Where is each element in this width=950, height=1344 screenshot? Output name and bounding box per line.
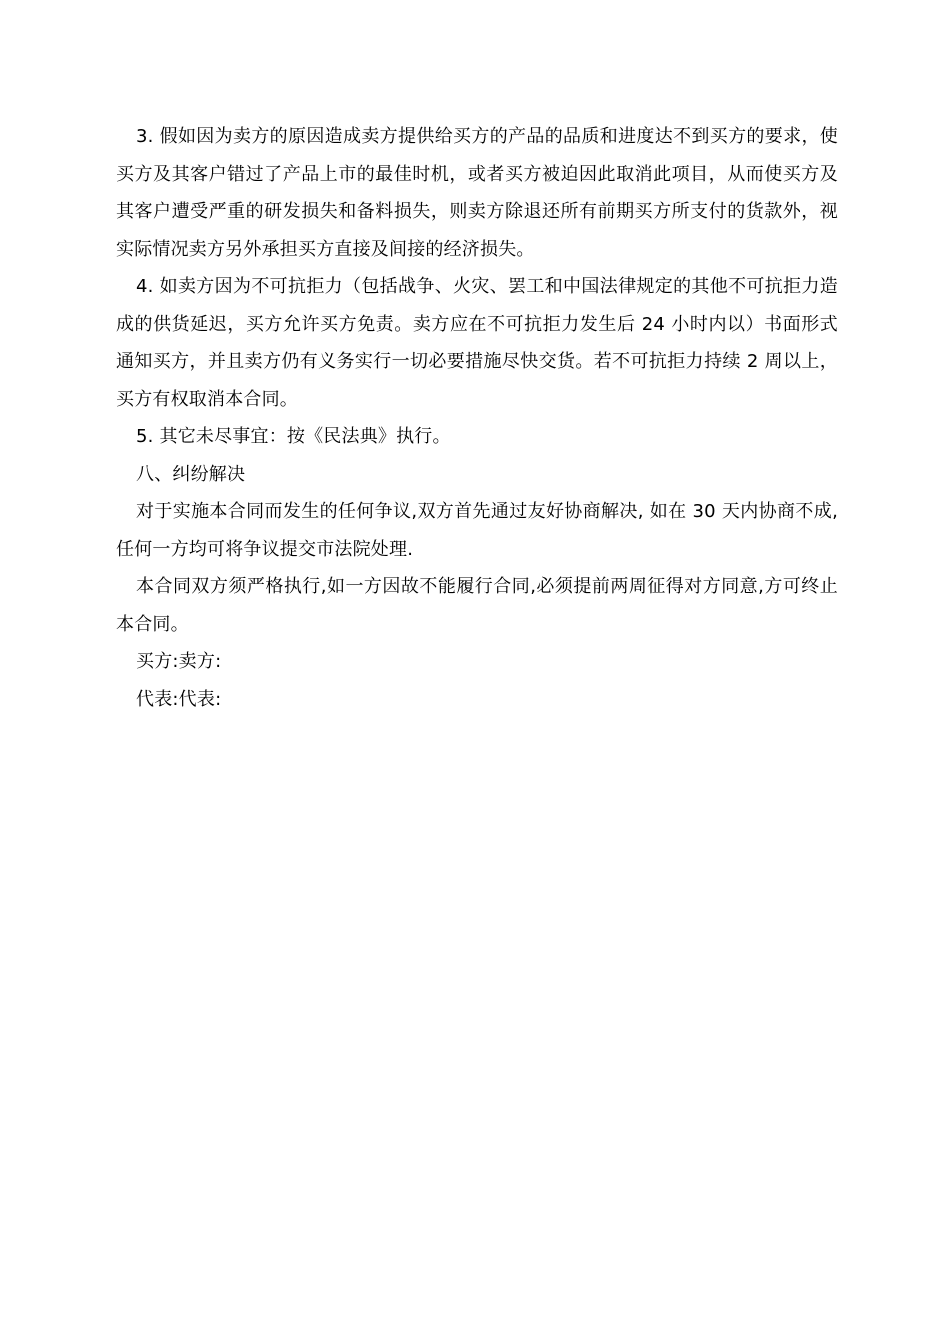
clause-5-paragraph: 5. 其它未尽事宜：按《民法典》执行。 xyxy=(136,426,451,447)
signature-representatives-line: 代表:代表: xyxy=(136,688,222,710)
signature-parties-line: 买方:卖方: xyxy=(136,651,222,672)
dispute-resolution-paragraph: 对于实施本合同而发生的任何争议,双方首先通过友好协商解决, 如在 30 天内协商不成,任何一方均可将争议提交市法院处理. xyxy=(116,501,838,560)
document-body xyxy=(116,118,838,718)
clause-3-paragraph: 3. 假如因为卖方的原因造成卖方提供给买方的产品的品质和进度达不到买方的要求，使买方及其客户错过了产品上市的最佳时机，或者买方被迫因此取消此项目，从而使买方及其客户遭受严重的研发损失和备料损失，则卖方除退还所有前期买方所支付的货款外，视实际情况卖方另外承担买方直接及间接的经济损失。 xyxy=(116,126,838,260)
section-heading-dispute-resolution: 八、纠纷解决 xyxy=(136,463,246,485)
clause-4-paragraph: 4. 如卖方因为不可抗拒力（包括战争、火灾、罢工和中国法律规定的其他不可抗拒力造成的供货延迟，买方允许买方免责。卖方应在不可抗拒力发生后 24 小时内以）书面形式通知买方，并且卖方仍有义务实行一切必要措施尽快交货。若不可抗拒力持续 2 周以上，买方有权取消本合同。 xyxy=(116,276,838,410)
termination-paragraph: 本合同双方须严格执行,如一方因故不能履行合同,必须提前两周征得对方同意,方可终止本合同。 xyxy=(116,576,838,635)
